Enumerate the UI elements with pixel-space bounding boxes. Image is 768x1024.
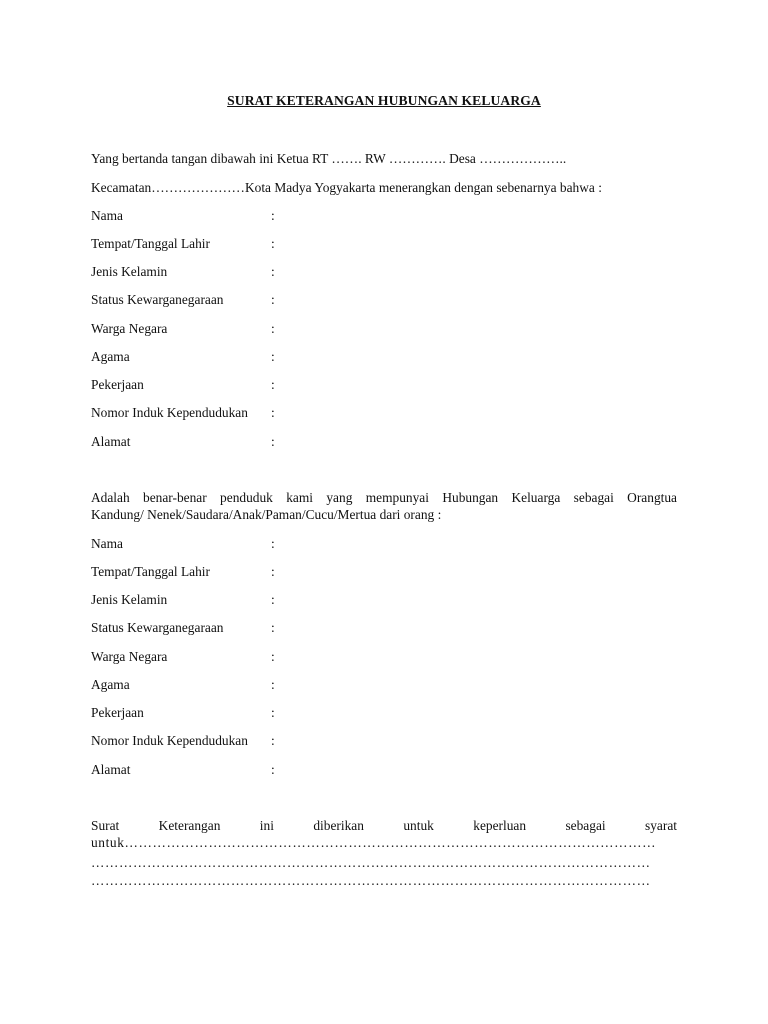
section1-row-status-kewarganegaraan <box>91 291 677 309</box>
section2-row-pekerjaan <box>91 704 677 722</box>
field-colon: : <box>271 536 275 551</box>
field-colon: : <box>271 677 275 692</box>
section1-row-pekerjaan <box>91 376 677 394</box>
field-colon: : <box>271 705 275 720</box>
field-label: Nomor Induk Kependudukan <box>91 405 248 420</box>
field-colon: : <box>271 264 275 279</box>
section2-row-agama <box>91 676 677 694</box>
field-label: Alamat <box>91 434 131 449</box>
field-label: Nama <box>91 208 123 223</box>
field-colon: : <box>271 236 275 251</box>
section1-row-agama <box>91 348 677 366</box>
section2-row-jenis-kelamin <box>91 591 677 609</box>
field-colon: : <box>271 733 275 748</box>
section2-row-nik <box>91 732 677 750</box>
field-label: Pekerjaan <box>91 705 144 720</box>
purpose-line-4: ………………………………………………………………………………………………………… <box>91 873 651 888</box>
section2-row-tempat-tanggal-lahir <box>91 563 677 581</box>
field-label: Tempat/Tanggal Lahir <box>91 564 210 579</box>
section1-row-tempat-tanggal-lahir <box>91 235 677 253</box>
field-colon: : <box>271 434 275 449</box>
field-colon: : <box>271 564 275 579</box>
section2-row-status-kewarganegaraan <box>91 619 677 637</box>
field-label: Alamat <box>91 762 131 777</box>
field-label: Jenis Kelamin <box>91 264 168 279</box>
field-colon: : <box>271 620 275 635</box>
field-label: Status Kewarganegaraan <box>91 292 224 307</box>
field-label: Status Kewarganegaraan <box>91 620 224 635</box>
section2-row-nama <box>91 535 677 553</box>
field-label: Warga Negara <box>91 321 168 336</box>
field-colon: : <box>271 405 275 420</box>
section1-row-alamat <box>91 433 677 451</box>
field-colon: : <box>271 208 275 223</box>
field-colon: : <box>271 292 275 307</box>
field-label: Warga Negara <box>91 649 168 664</box>
field-colon: : <box>271 762 275 777</box>
purpose-line-3: ………………………………………………………………………………………………………… <box>91 855 651 870</box>
relation-line-1: Adalah benar-benar penduduk kami yang mempunyai Hubungan Keluarga sebagai Orangtua <box>91 490 677 505</box>
field-label: Nama <box>91 536 123 551</box>
field-label: Tempat/Tanggal Lahir <box>91 236 210 251</box>
document-title: SURAT KETERANGAN HUBUNGAN KELUARGA <box>227 93 541 108</box>
field-label: Nomor Induk Kependudukan <box>91 733 248 748</box>
field-label: Jenis Kelamin <box>91 592 168 607</box>
field-colon: : <box>271 649 275 664</box>
field-colon: : <box>271 349 275 364</box>
section1-row-jenis-kelamin <box>91 263 677 281</box>
field-colon: : <box>271 321 275 336</box>
relation-line-2: Kandung/ Nenek/Saudara/Anak/Paman/Cucu/Mertua dari orang : <box>91 507 442 522</box>
field-label: Agama <box>91 349 130 364</box>
section1-row-nik <box>91 404 677 422</box>
field-label: Agama <box>91 677 130 692</box>
purpose-line-1: Surat Keterangan ini diberikan untuk keperluan sebagai syarat <box>91 818 677 833</box>
section2-row-warga-negara <box>91 648 677 666</box>
intro-line-1: Yang bertanda tangan dibawah ini Ketua RT ……. RW …………. Desa ……………….. <box>91 151 567 166</box>
field-label: Pekerjaan <box>91 377 144 392</box>
intro-line-2: Kecamatan…………………Kota Madya Yogyakarta menerangkan dengan sebenarnya bahwa : <box>91 180 602 195</box>
section2-row-alamat <box>91 761 677 779</box>
section1-row-warga-negara <box>91 320 677 338</box>
field-colon: : <box>271 592 275 607</box>
section1-row-nama <box>91 207 677 225</box>
purpose-line-2: untuk…………………………………………………………………………………………………… <box>91 835 657 850</box>
field-colon: : <box>271 377 275 392</box>
